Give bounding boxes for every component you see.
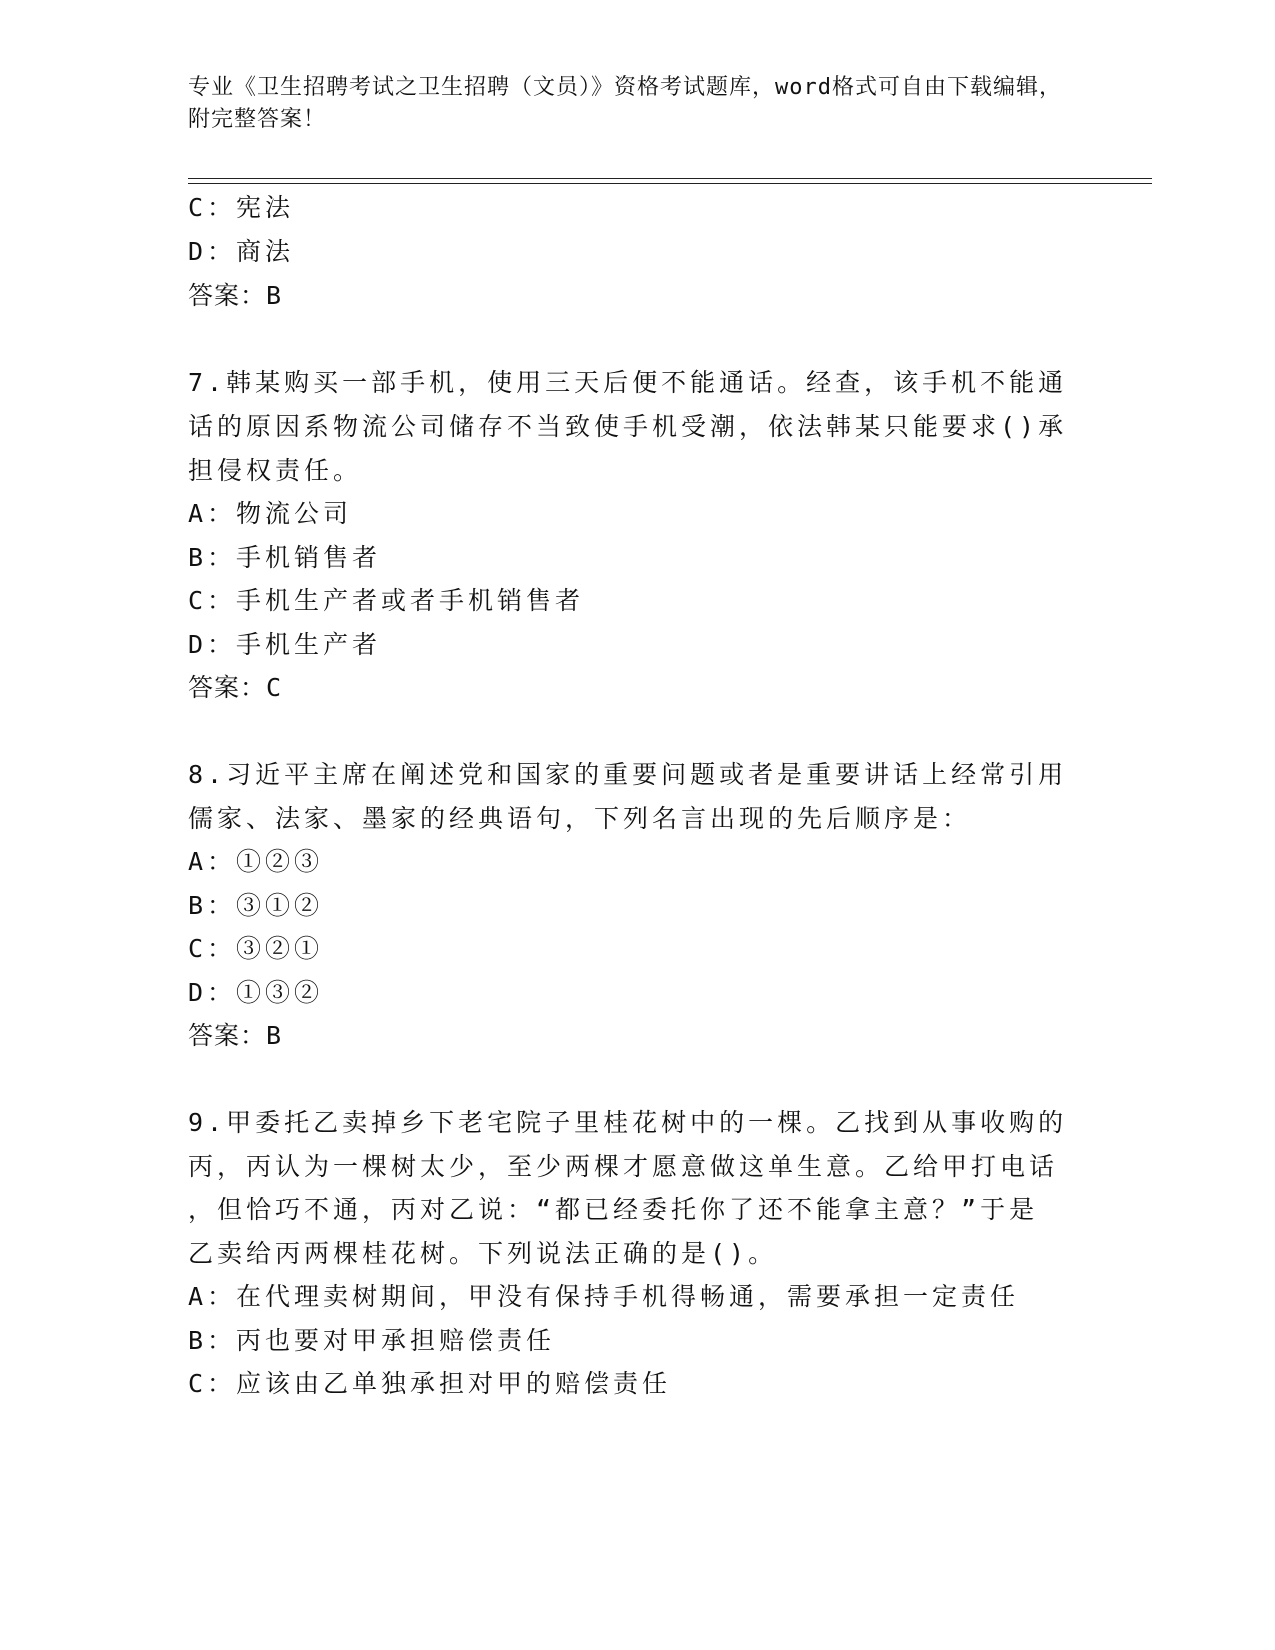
question-line: 7.韩某购买一部手机，使用三天后便不能通话。经查，该手机不能通 [188,368,1068,397]
option-line: C：③②① [188,934,324,963]
answer-line: 答案：C [188,673,283,702]
option-line: A：①②③ [188,847,324,876]
question-line: 话的原因系物流公司储存不当致使手机受潮，依法韩某只能要求()承 [188,412,1068,441]
option-line: D：手机生产者 [188,630,382,659]
answer-line: 答案：B [188,1021,283,1050]
option-line: D：①③② [188,978,324,1007]
option-line: C：手机生产者或者手机销售者 [188,586,585,615]
question-line: 儒家、法家、墨家的经典语句，下列名言出现的先后顺序是： [188,804,972,833]
question-line: 担侵权责任。 [188,456,363,485]
question-line: 丙，丙认为一棵树太少，至少两棵才愿意做这单生意。乙给甲打电话 [188,1152,1059,1181]
question-line: ，但恰巧不通，丙对乙说：“都已经委托你了还不能拿主意？”于是 [188,1195,1039,1224]
option-line: B：丙也要对甲承担赔偿责任 [188,1326,556,1355]
answer-line: 答案：B [188,281,283,310]
question-line: 乙卖给丙两棵桂花树。下列说法正确的是()。 [188,1239,778,1268]
option-line: A：物流公司 [188,499,353,528]
option-line: C：应该由乙单独承担对甲的赔偿责任 [188,1369,672,1398]
header-rule-bottom [188,183,1152,184]
option-line: B：手机销售者 [188,543,382,572]
option-line: C：宪法 [188,193,295,222]
option-line: A：在代理卖树期间，甲没有保持手机得畅通，需要承担一定责任 [188,1282,1020,1311]
page-header: 专业《卫生招聘考试之卫生招聘（文员）》资格考试题库，word格式可自由下载编辑，附完整答案！ [188,75,1062,132]
option-line: D：商法 [188,237,295,266]
question-line: 8.习近平主席在阐述党和国家的重要问题或者是重要讲话上经常引用 [188,760,1068,789]
question-line: 9.甲委托乙卖掉乡下老宅院子里桂花树中的一棵。乙找到从事收购的 [188,1108,1068,1137]
header-rule-top [188,178,1152,179]
option-line: B：③①② [188,891,324,920]
